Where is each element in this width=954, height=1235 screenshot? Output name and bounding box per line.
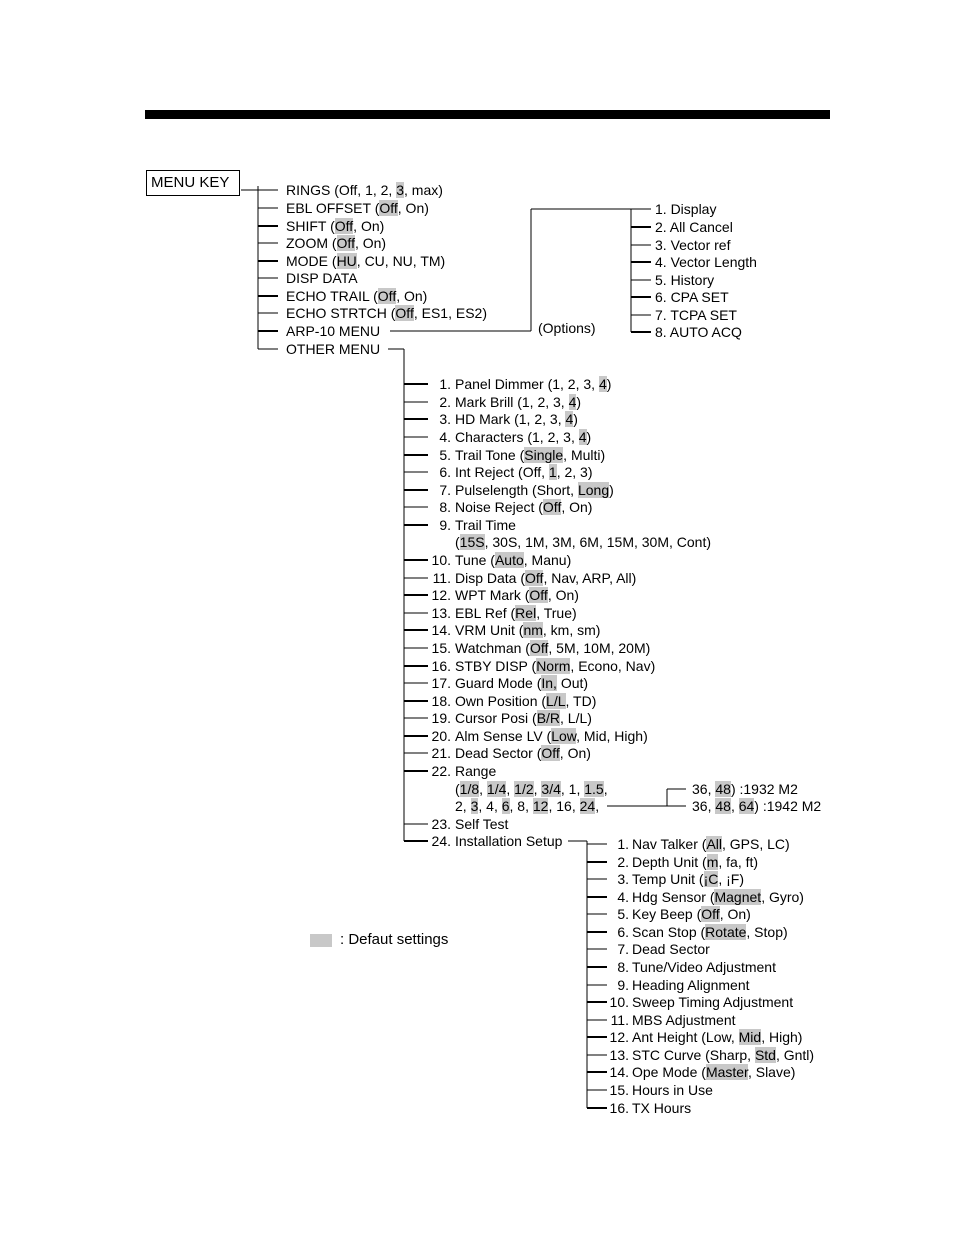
text-segment: , Gntl): [775, 1047, 815, 1063]
text-segment: , Multi): [563, 447, 606, 463]
item-number: 5.: [617, 906, 629, 922]
text-segment: , ES1, ES2): [413, 305, 487, 321]
text-segment: ): [606, 376, 612, 392]
text-segment: (: [455, 534, 460, 550]
text-segment: , CU, NU, TM): [356, 253, 446, 269]
item-number: 16.: [609, 1100, 629, 1116]
installation-item: [632, 836, 790, 852]
text-segment: Self Test: [455, 816, 509, 832]
item-number: 8.: [617, 959, 629, 975]
text-segment: Ope Mode (: [632, 1064, 706, 1080]
text-segment: 1. Display: [655, 201, 717, 217]
text-segment: Watchman (: [455, 640, 530, 656]
default-value: Off: [701, 906, 720, 922]
default-value: 1.5: [584, 781, 604, 797]
default-value: 1/2: [514, 781, 534, 797]
item-number: 9.: [439, 517, 451, 533]
text-segment: Range: [455, 763, 497, 779]
main-menu-item: [286, 218, 384, 234]
text-segment: 2,: [455, 798, 471, 814]
text-segment: Guard Mode (: [455, 675, 542, 691]
text-segment: Int Reject (Off,: [455, 464, 549, 480]
text-segment: , Gyro): [761, 889, 804, 905]
default-value: 6: [501, 798, 510, 814]
item-number: 13.: [431, 605, 451, 621]
item-number: 3.: [617, 871, 629, 887]
default-value: Rel: [515, 605, 537, 621]
text-segment: , 8,: [509, 798, 533, 814]
other-menu-item: [455, 587, 579, 603]
other-menu-item: [455, 570, 636, 586]
default-value: 1: [548, 464, 557, 480]
default-value: Off: [529, 640, 549, 656]
default-value: 4: [598, 376, 607, 392]
default-value: 4: [568, 394, 577, 410]
default-value: Off: [377, 288, 397, 304]
text-segment: , GPS, LC): [722, 836, 790, 852]
text-segment: , L/L): [560, 710, 592, 726]
item-number: 21.: [431, 745, 451, 761]
default-value: Long: [577, 482, 610, 498]
item-number: 18.: [431, 693, 451, 709]
default-value: HU: [336, 253, 357, 269]
text-segment: Cursor Posi (: [455, 710, 537, 726]
item-number: 1.: [617, 836, 629, 852]
arp-menu-item: [655, 201, 716, 217]
default-value: In,: [541, 675, 557, 691]
text-segment: , ¡F): [718, 871, 745, 887]
other-menu-item: [455, 482, 614, 498]
text-segment: ZOOM (: [286, 235, 337, 251]
text-segment: Pulselength (Short,: [455, 482, 578, 498]
installation-item: [632, 854, 758, 870]
range-model-1942: [692, 798, 821, 814]
item-number: 12.: [431, 587, 451, 603]
text-segment: 2. All Cancel: [655, 219, 733, 235]
text-segment: , On): [561, 499, 593, 515]
main-menu-item: [286, 200, 429, 216]
item-number: 16.: [431, 658, 451, 674]
text-segment: Temp Unit (: [632, 871, 704, 887]
item-number: 7.: [617, 941, 629, 957]
other-menu-item: [455, 728, 648, 744]
main-menu-item: [286, 288, 427, 304]
installation-item: [632, 941, 710, 957]
item-number: 23.: [431, 816, 451, 832]
text-segment: Nav Talker (: [632, 836, 707, 852]
text-segment: Hours in Use: [632, 1082, 713, 1098]
item-number: 14.: [609, 1064, 629, 1080]
default-value: 48: [715, 798, 731, 814]
text-segment: , On): [396, 288, 428, 304]
item-number: 9.: [617, 977, 629, 993]
default-value: Magnet: [714, 889, 762, 905]
default-value: 15S: [459, 534, 485, 550]
default-value: Low: [551, 728, 577, 744]
default-value: Off: [395, 305, 414, 321]
text-segment: , True): [536, 605, 577, 621]
default-value: 48: [715, 781, 731, 797]
text-segment: TX Hours: [632, 1100, 692, 1116]
text-segment: , 5M, 10M, 20M): [548, 640, 651, 656]
text-segment: 8. AUTO ACQ: [655, 324, 742, 340]
other-menu-item: [455, 622, 600, 638]
item-number: 14.: [431, 622, 451, 638]
other-menu-item: [455, 745, 591, 761]
item-number: 12.: [609, 1029, 629, 1045]
text-segment: , max): [404, 182, 443, 198]
text-segment: , TD): [565, 693, 597, 709]
installation-item: [632, 959, 776, 975]
text-segment: ,: [506, 781, 515, 797]
other-menu-item: [455, 411, 578, 427]
text-segment: ): [586, 429, 592, 445]
text-segment: , Nav, ARP, All): [543, 570, 637, 586]
item-number: 22.: [431, 763, 451, 779]
text-segment: (: [455, 781, 460, 797]
default-value: Off: [379, 200, 398, 216]
text-segment: ): [576, 394, 582, 410]
installation-item: [632, 1100, 691, 1116]
text-segment: RINGS (Off, 1, 2,: [286, 182, 397, 198]
other-menu-item: [455, 658, 655, 674]
text-segment: Dead Sector: [632, 941, 710, 957]
text-segment: , Manu): [523, 552, 572, 568]
default-value: Off: [542, 499, 562, 515]
text-segment: Sweep Timing Adjustment: [632, 994, 794, 1010]
default-value: Rotate: [705, 924, 747, 940]
text-segment: Mark Brill (1, 2, 3,: [455, 394, 569, 410]
arp-menu-item: [655, 254, 757, 270]
other-menu-item: [455, 376, 611, 392]
text-segment: ) :1942 M2: [754, 798, 822, 814]
text-segment: , On): [353, 218, 385, 234]
arp-menu-item: [655, 219, 733, 235]
item-number: 11.: [432, 570, 451, 586]
other-menu-item: [455, 464, 592, 480]
text-segment: ,: [603, 781, 608, 797]
text-segment: Heading Alignment: [632, 977, 750, 993]
text-segment: Panel Dimmer (1, 2, 3,: [455, 376, 599, 392]
text-segment: STBY DISP (: [455, 658, 537, 674]
text-segment: ARP-10 MENU: [286, 323, 381, 339]
main-menu-item: [286, 323, 380, 339]
text-segment: VRM Unit (: [455, 622, 524, 638]
item-number: 17.: [431, 675, 451, 691]
text-segment: SHIFT (: [286, 218, 335, 234]
text-segment: 4. Vector Length: [655, 254, 757, 270]
arp-menu-item: [655, 289, 729, 305]
other-menu-item: [455, 394, 581, 410]
text-segment: ): [573, 411, 578, 427]
text-segment: , Slave): [747, 1064, 796, 1080]
item-number: 24.: [431, 833, 451, 849]
installation-item: [632, 906, 751, 922]
text-segment: Dead Sector (: [455, 745, 542, 761]
item-number: 4.: [439, 429, 451, 445]
text-segment: , On): [354, 235, 387, 251]
text-segment: 36,: [692, 798, 716, 814]
default-value: Norm: [536, 658, 571, 674]
text-segment: Characters (1, 2, 3,: [455, 429, 579, 445]
default-value: ¡C: [703, 871, 719, 887]
default-value: All: [706, 836, 722, 852]
text-segment: Depth Unit (: [632, 854, 707, 870]
other-menu-item: [455, 675, 588, 691]
item-number: 6.: [617, 924, 629, 940]
item-number: 1.: [439, 376, 451, 392]
other-menu-item: [455, 833, 562, 849]
text-segment: Own Position (: [455, 693, 547, 709]
item-number: 2.: [439, 394, 451, 410]
other-menu-item: [455, 710, 592, 726]
text-segment: , Econo, Nav): [570, 658, 656, 674]
other-menu-item: [455, 534, 711, 550]
item-number: 4.: [617, 889, 629, 905]
default-value: 1/4: [486, 781, 507, 797]
installation-item: [632, 1047, 814, 1063]
other-menu-item: [455, 552, 571, 568]
text-segment: Key Beep (: [632, 906, 702, 922]
options-label: (Options): [538, 320, 596, 336]
installation-item: [632, 889, 804, 905]
default-value: Single: [524, 447, 564, 463]
arp-menu-item: [655, 237, 730, 253]
menu-key-box: MENU KEY: [146, 170, 240, 196]
default-value: Auto: [494, 552, 524, 568]
text-segment: , On): [397, 200, 429, 216]
text-segment: , On): [547, 587, 579, 603]
item-number: 13.: [609, 1047, 629, 1063]
text-segment: , 4,: [478, 798, 502, 814]
default-value: Off: [529, 587, 548, 603]
default-setting-swatch: [310, 934, 332, 947]
text-segment: EBL OFFSET (: [286, 200, 380, 216]
text-segment: , 30S, 1M, 3M, 6M, 15M, 30M, Cont): [484, 534, 712, 550]
text-segment: , Stop): [746, 924, 788, 940]
main-menu-item: [286, 235, 386, 251]
default-value: 1/8: [459, 781, 480, 797]
text-segment: Scan Stop (: [632, 924, 706, 940]
text-segment: Installation Setup: [455, 833, 563, 849]
item-number: 19.: [431, 710, 451, 726]
installation-item: [632, 1029, 802, 1045]
text-segment: Tune/Video Adjustment: [632, 959, 776, 975]
text-segment: , On): [719, 906, 751, 922]
text-segment: Noise Reject (: [455, 499, 543, 515]
text-segment: ,: [595, 798, 600, 814]
text-segment: 3. Vector ref: [655, 237, 731, 253]
text-segment: , 1,: [560, 781, 585, 797]
item-number: 20.: [431, 728, 451, 744]
default-value: 24: [579, 798, 596, 814]
text-segment: DISP DATA: [286, 270, 358, 286]
installation-item: [632, 977, 750, 993]
default-value: B/R: [536, 710, 561, 726]
main-menu-item: [286, 182, 443, 198]
other-menu-item: [455, 763, 496, 779]
item-number: 15.: [431, 640, 451, 656]
text-segment: , 16,: [548, 798, 580, 814]
text-segment: Disp Data (: [455, 570, 526, 586]
text-segment: , On): [559, 745, 591, 761]
text-segment: OTHER MENU: [286, 341, 381, 357]
default-value: 3: [396, 182, 405, 198]
text-segment: ECHO TRAIL (: [286, 288, 378, 304]
default-value: m: [706, 854, 719, 870]
arp-menu-item: [655, 324, 742, 340]
item-number: 8.: [439, 499, 451, 515]
default-value: Std: [754, 1047, 776, 1063]
main-menu-item: [286, 305, 487, 321]
other-menu-item: [455, 499, 592, 515]
other-menu-item: [455, 693, 596, 709]
default-value: 3: [470, 798, 479, 814]
item-number: 5.: [439, 447, 451, 463]
item-number: 10.: [609, 994, 629, 1010]
text-segment: , High): [761, 1029, 803, 1045]
main-menu-item: [286, 253, 445, 269]
text-segment: Out): [556, 675, 589, 691]
default-value: 4: [578, 429, 587, 445]
item-number: 11.: [610, 1012, 629, 1028]
other-menu-item: [455, 517, 516, 533]
default-value: Master: [705, 1064, 748, 1080]
other-menu-item: [455, 816, 508, 832]
text-segment: 6. CPA SET: [655, 289, 729, 305]
item-number: 10.: [431, 552, 451, 568]
main-menu-item: [286, 341, 380, 357]
text-segment: 5. History: [655, 272, 715, 288]
text-segment: HD Mark (1, 2, 3,: [455, 411, 566, 427]
text-segment: Trail Tone (: [455, 447, 525, 463]
text-segment: ,: [730, 798, 739, 814]
legend-text: : Defaut settings: [340, 931, 449, 948]
other-menu-item: [455, 781, 608, 797]
text-segment: , 2, 3): [556, 464, 593, 480]
default-value: Off: [336, 235, 355, 251]
other-menu-item: [455, 640, 650, 656]
text-segment: , Mid, High): [576, 728, 648, 744]
item-number: 2.: [617, 854, 629, 870]
item-number: 3.: [439, 411, 451, 427]
default-value: Off: [525, 570, 544, 586]
text-segment: , fa, ft): [718, 854, 759, 870]
text-segment: Tune (: [455, 552, 495, 568]
text-segment: ECHO STRTCH (: [286, 305, 396, 321]
main-menu-item: [286, 270, 358, 286]
text-segment: ): [609, 482, 614, 498]
text-segment: ) :1932 M2: [730, 781, 798, 797]
other-menu-item: [455, 605, 577, 621]
other-menu-item: [455, 429, 591, 445]
text-segment: WPT Mark (: [455, 587, 530, 603]
arp-menu-item: [655, 307, 737, 323]
text-segment: Alm Sense LV (: [455, 728, 552, 744]
text-segment: MODE (: [286, 253, 337, 269]
text-segment: Trail Time: [455, 517, 516, 533]
item-number: 15.: [609, 1082, 629, 1098]
default-value: nm: [523, 622, 543, 638]
default-value: 12: [532, 798, 549, 814]
text-segment: ,: [479, 781, 487, 797]
default-value: Off: [541, 745, 560, 761]
installation-item: [632, 871, 744, 887]
other-menu-item: [455, 447, 605, 463]
default-value: L/L: [546, 693, 566, 709]
text-segment: Hdg Sensor (: [632, 889, 715, 905]
text-segment: Ant Height (Low,: [632, 1029, 739, 1045]
installation-item: [632, 994, 793, 1010]
installation-item: [632, 1012, 736, 1028]
installation-item: [632, 924, 788, 940]
default-value: Off: [334, 218, 354, 234]
item-number: 7.: [439, 482, 451, 498]
default-value: Mid: [738, 1029, 762, 1045]
text-segment: , km, sm): [542, 622, 601, 638]
installation-item: [632, 1064, 795, 1080]
installation-item: [632, 1082, 713, 1098]
item-number: 6.: [439, 464, 451, 480]
text-segment: 7. TCPA SET: [655, 307, 737, 323]
text-segment: MBS Adjustment: [632, 1012, 736, 1028]
arp-menu-item: [655, 272, 714, 288]
range-model-1932: [692, 781, 798, 797]
default-value: 3/4: [541, 781, 561, 797]
default-value: 4: [565, 411, 574, 427]
text-segment: ,: [533, 781, 542, 797]
text-segment: STC Curve (Sharp,: [632, 1047, 755, 1063]
text-segment: EBL Ref (: [455, 605, 516, 621]
other-menu-item: [455, 798, 599, 814]
text-segment: 36,: [692, 781, 716, 797]
default-value: 64: [738, 798, 755, 814]
